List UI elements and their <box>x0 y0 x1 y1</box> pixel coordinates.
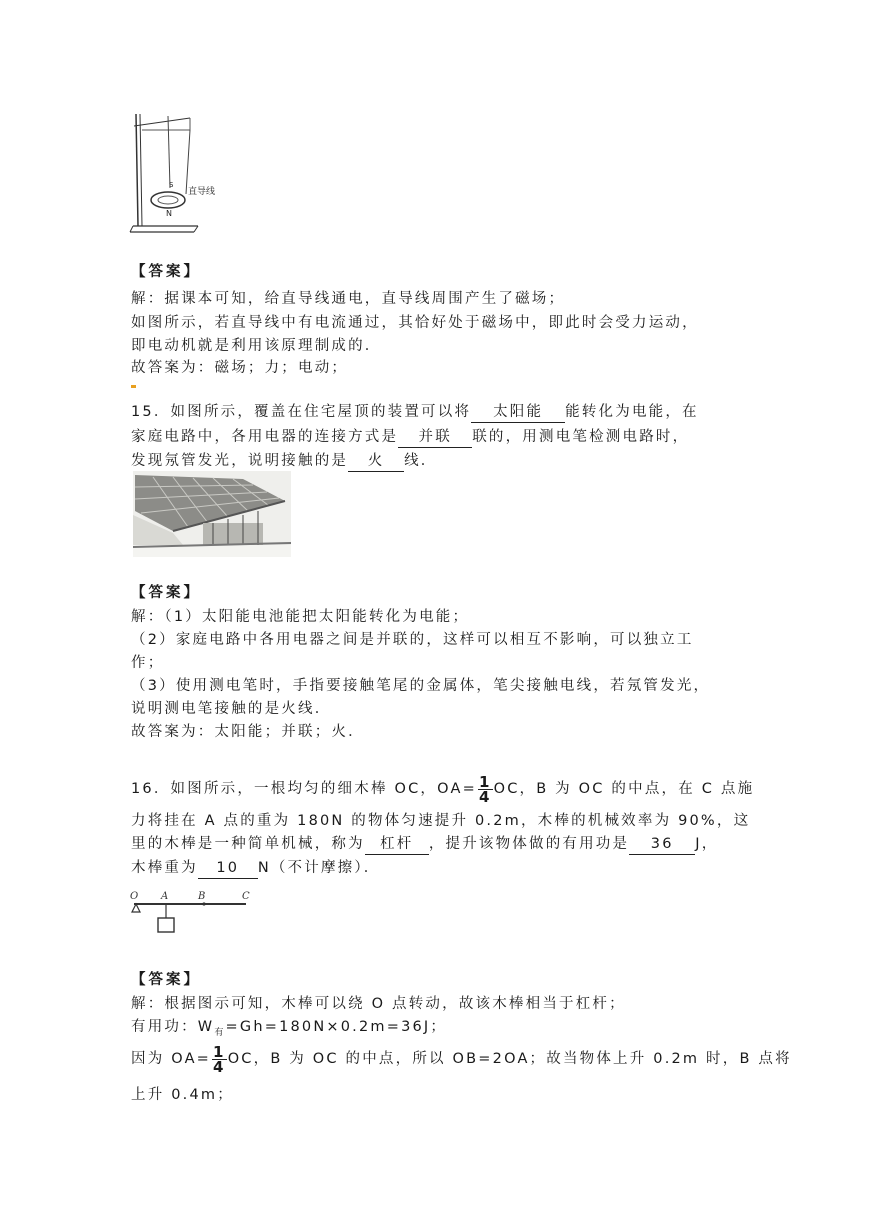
answer-text: （2）家庭电路中各用电器之间是并联的，这样可以相互不影响，可以独立工 <box>131 632 694 648</box>
question-16-line: 里的木棒是一种简单机械，称为 杠杆 ，提升该物体做的有用功是 36 J， <box>131 834 718 855</box>
answer-text: 解：根据图示可知，木棒可以绕 O 点转动，故该木棒相当于杠杆； <box>131 996 626 1012</box>
lever-figure <box>130 888 252 940</box>
point-a-label: A <box>161 891 169 902</box>
answer-text: 解：（1）太阳能电池能把太阳能转化为电能； <box>131 609 470 625</box>
answer-text: （3）使用测电笔时，手指要接触笔尾的金属体，笔尖接触电线，若氖管发光， <box>131 678 711 694</box>
solar-panel-figure <box>133 471 291 557</box>
wire-label: 直导线 <box>188 187 216 197</box>
question-16-line: 力将挂在 A 点的重为 180N 的物体匀速提升 0.2m，木棒的机械效率为 90%，这 <box>131 813 751 829</box>
answer-text: 因为 OA= $\frac{1}{4}$ OC，B 为 OC 的中点，所以 OB=2OA；故当物体上升 0.2m 时，B 点将 <box>131 1042 792 1076</box>
question-16-line: 16．如图所示，一根均匀的细木棒 OC，OA= $\frac{1}{4}$ OC，B 为 OC 的中点，在 C 点施 <box>131 772 755 806</box>
fraction: $\frac{1}{4}$ <box>213 1042 226 1076</box>
question-15-line: 家庭电路中，各用电器的连接方式是 并联 联的，用测电笔检测电路时， <box>131 427 689 448</box>
question-15-line: 发现氖管发光，说明接触的是 火 线． <box>131 451 438 472</box>
answer-blank: 杠杆 <box>365 834 429 855</box>
answer-text: 即电动机就是利用该原理制成的． <box>131 338 382 354</box>
answer-text: 有用功：$W_有=Gh=180N\times 0.2m=36J$； <box>131 1019 448 1038</box>
answer-text: 故答案为：太阳能；并联；火． <box>131 724 365 740</box>
point-o-label: O <box>130 891 139 902</box>
edit-marker <box>131 385 136 388</box>
wire-magnet-figure <box>128 108 228 238</box>
answer-blank: 10 <box>198 858 258 879</box>
question-16-line: 木棒重为 10 N（不计摩擦）． <box>131 858 381 879</box>
point-b-label: B <box>198 891 206 902</box>
n-pole-label: N <box>166 209 172 218</box>
answer-blank: 火 <box>348 451 404 472</box>
answer-blank: 太阳能 <box>471 402 565 423</box>
answer-blank: 并联 <box>398 427 472 448</box>
answer-text: 解：据课本可知，给直导线通电，直导线周围产生了磁场； <box>131 291 566 307</box>
answer-text: 如图所示，若直导线中有电流通过，其恰好处于磁场中，即此时会受力运动， <box>131 315 699 331</box>
point-c-label: C <box>242 891 250 902</box>
answer-text: 作； <box>131 655 165 671</box>
question-15-line: 15．如图所示，覆盖在住宅屋顶的装置可以将 太阳能 能转化为电能，在 <box>131 402 699 423</box>
answer-text: 故答案为：磁场；力；电动； <box>131 360 349 376</box>
answer-header: 【答案】 <box>131 585 201 601</box>
fraction: $\frac{1}{4}$ <box>478 772 492 806</box>
answer-text: 上升 0.4m； <box>131 1087 234 1103</box>
answer-header: 【答案】 <box>131 264 201 280</box>
svg-text:S: S <box>169 181 174 189</box>
answer-blank: 36 <box>629 834 695 855</box>
answer-header: 【答案】 <box>131 972 201 988</box>
answer-text: 说明测电笔接触的是火线． <box>131 701 332 717</box>
